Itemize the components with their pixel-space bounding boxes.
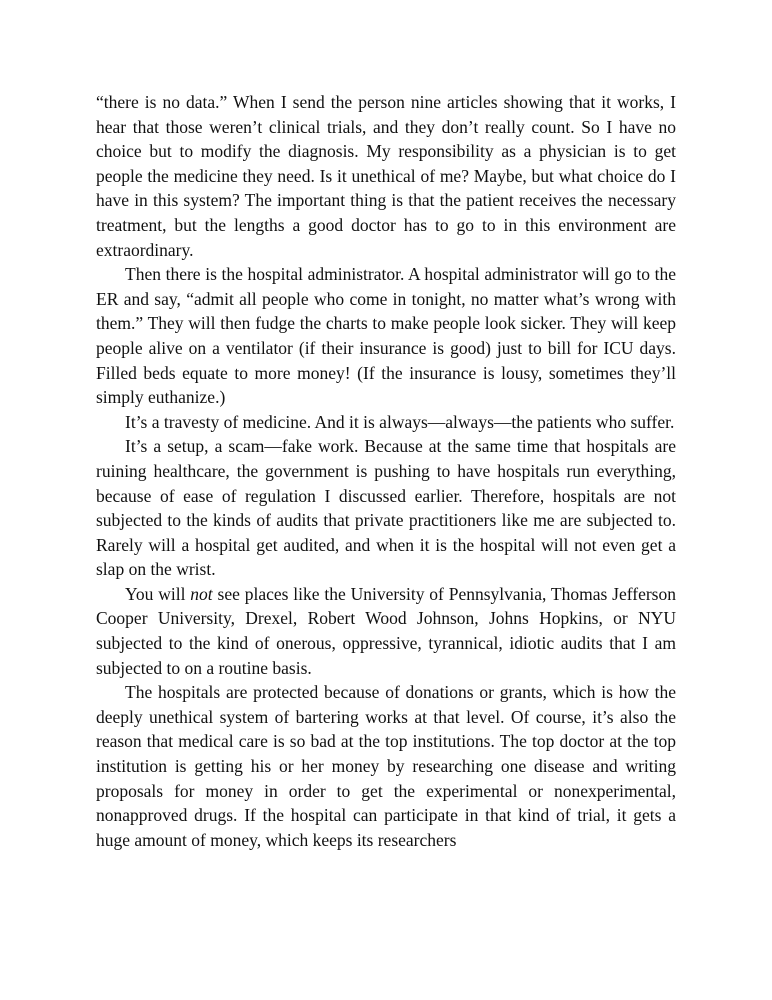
page-body	[96, 90, 676, 852]
paragraph-5	[96, 582, 676, 680]
paragraph-5-emphasis: not	[190, 583, 213, 604]
paragraph-4: It’s a setup, a scam—fake work. Because at the same time that hospitals are ruining healthcare, the government is pushing to have hospitals run everything, because of ease of regulation I discussed earlier. Therefore, hospitals are not subjected to the kinds of audits that private practitioners like me are subjected to. Rarely will a hospital get audited, and when it is the hospital will not even get a slap on the wrist.	[96, 436, 676, 580]
paragraph-1: “there is no data.” When I send the person nine articles showing that it works, I hear that those weren’t clinical trials, and they don’t really count. So I have no choice but to modify the diagnosis. My responsibility as a physician is to get people the medicine they need. Is it unethical of me? Maybe, but what choice do I have in this system? The important thing is that the patient receives the necessary treatment, but the lengths a good doctor has to go to in this environment are extraordinary.	[96, 92, 676, 260]
paragraph-5-lead: You will	[125, 583, 191, 604]
paragraph-5-rest: see places like the University of Pennsylvania, Thomas Jefferson Cooper University, Drexel, Robert Wood Johnson, Johns Hopkins, or NYU subjected to the kind of onerous, oppressive, tyrannical, idiotic audits that I am subjected to on a routine basis.	[96, 583, 676, 678]
paragraph-2: Then there is the hospital administrator. A hospital administrator will go to the ER and say, “admit all people who come in tonight, no matter what’s wrong with them.” They will then fudge the charts to make people look sicker. They will keep people alive on a ventilator (if their insurance is good) just to bill for ICU days. Filled beds equate to more money! (If the insurance is lousy, sometimes they’ll simply euthanize.)	[96, 264, 676, 408]
paragraph-6: The hospitals are protected because of donations or grants, which is how the deeply unethical system of bartering works at that level. Of course, it’s also the reason that medical care is so bad at the top institutions. The top doctor at the top institution is getting his or her money by researching one disease and writing proposals for money in order to get the experimental or nonexperimental, nonapproved drugs. If the hospital can participate in that kind of trial, it gets a huge amount of money, which keeps its researchers	[96, 682, 676, 850]
paragraph-3: It’s a travesty of medicine. And it is always—always—the patients who suffer.	[125, 411, 675, 432]
